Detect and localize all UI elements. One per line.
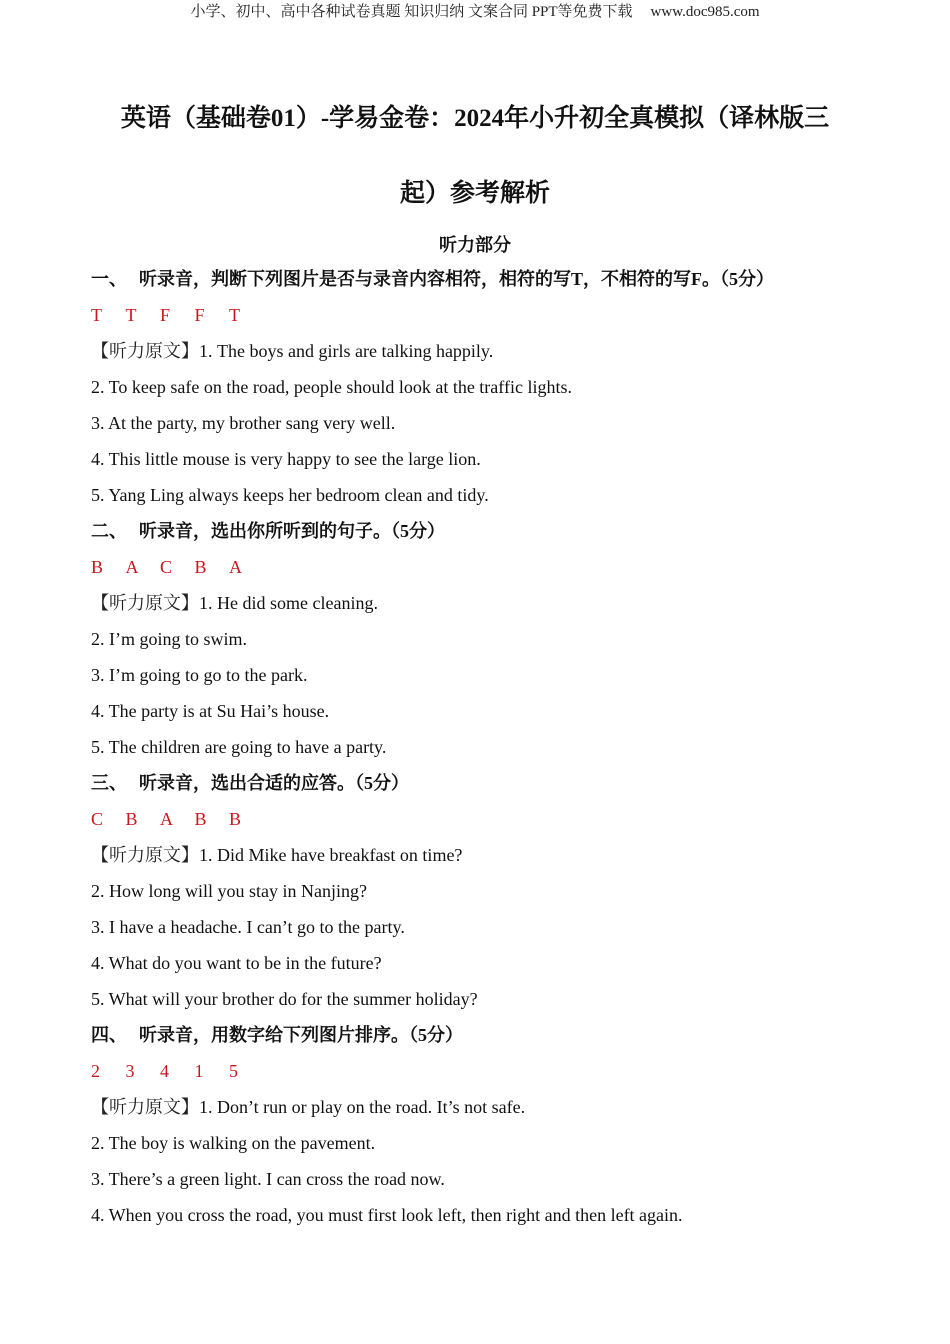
answer-item: 1 xyxy=(194,1061,204,1081)
transcript-line xyxy=(91,1163,891,1199)
transcript-text: 4. This little mouse is very happy to see the large lion. xyxy=(91,449,481,469)
answer-item: F xyxy=(160,305,171,325)
transcript-text: 3. At the party, my brother sang very well. xyxy=(91,413,396,433)
site-url[interactable]: www.doc985.com xyxy=(650,4,760,20)
transcript-label: 【听力原文】 xyxy=(91,593,199,613)
transcript-text: 4. What do you want to be in the future? xyxy=(91,953,382,973)
answer-item: B xyxy=(194,557,207,577)
banner-text: 小学、初中、高中各种试卷真题 知识归纳 文案合同 PPT等免费下载 xyxy=(190,4,633,20)
answer-item: T xyxy=(91,305,102,325)
answer-item: B xyxy=(194,809,207,829)
answer-item: T xyxy=(125,305,137,325)
transcript-line xyxy=(91,479,891,515)
transcript-text: 1. The boys and girls are talking happily. xyxy=(199,341,494,361)
answer-item: 2 xyxy=(91,1061,100,1081)
question-number: 二、 xyxy=(91,521,127,541)
transcript-text: 4. The party is at Su Hai’s house. xyxy=(91,701,330,721)
transcript-text: 3. I have a headache. I can’t go to the party. xyxy=(91,917,405,937)
answer-item: B xyxy=(229,809,242,829)
site-banner xyxy=(0,0,950,26)
answer-item: A xyxy=(229,557,242,577)
question-heading xyxy=(91,263,891,299)
transcript-text: 1. Did Mike have breakfast on time? xyxy=(199,845,463,865)
transcript-text: 2. How long will you stay in Nanjing? xyxy=(91,881,367,901)
transcript-line xyxy=(91,623,891,659)
transcript-line xyxy=(91,587,891,623)
document-title-line-1: 英语（基础卷01）-学易金卷：2024年小升初全真模拟（译林版三 xyxy=(120,105,830,132)
question-instruction: 听录音，选出合适的应答。（5分） xyxy=(139,773,409,793)
transcript-line xyxy=(91,1091,891,1127)
transcript-text: 2. I’m going to swim. xyxy=(91,629,247,649)
transcript-text: 5. The children are going to have a party. xyxy=(91,737,387,757)
transcript-text: 5. What will your brother do for the summer holiday? xyxy=(91,989,478,1009)
question-number: 一、 xyxy=(91,269,127,289)
answer-item: 3 xyxy=(125,1061,135,1081)
question-instruction: 听录音，判断下列图片是否与录音内容相符，相符的写T，不相符的写F。（5分） xyxy=(139,269,774,289)
answer-content xyxy=(91,263,891,1235)
transcript-line xyxy=(91,695,891,731)
transcript-label: 【听力原文】 xyxy=(91,845,199,865)
transcript-line xyxy=(91,659,891,695)
answer-item: T xyxy=(229,305,240,325)
question-heading xyxy=(91,1019,891,1055)
transcript-line xyxy=(91,1127,891,1163)
question-number: 三、 xyxy=(91,773,127,793)
answer-item: 5 xyxy=(229,1061,238,1081)
answer-key xyxy=(91,803,891,839)
transcript-line xyxy=(91,911,891,947)
answer-item: B xyxy=(91,557,104,577)
transcript-text: 2. To keep safe on the road, people should look at the traffic lights. xyxy=(91,377,572,397)
answer-item: B xyxy=(125,809,138,829)
transcript-text: 4. When you cross the road, you must first look left, then right and then left again. xyxy=(91,1205,683,1225)
answer-key xyxy=(91,551,891,587)
transcript-line xyxy=(91,731,891,767)
transcript-text: 3. There’s a green light. I can cross the road now. xyxy=(91,1169,445,1189)
transcript-label: 【听力原文】 xyxy=(91,341,199,361)
transcript-line xyxy=(91,371,891,407)
answer-item: C xyxy=(91,809,104,829)
question-instruction: 听录音，选出你所听到的句子。（5分） xyxy=(139,521,445,541)
answer-key xyxy=(91,299,891,335)
answer-item: A xyxy=(125,557,139,577)
transcript-line xyxy=(91,983,891,1019)
document-title-line-2: 起）参考解析 xyxy=(399,180,550,207)
answer-item: C xyxy=(160,557,173,577)
transcript-line xyxy=(91,875,891,911)
transcript-line xyxy=(91,443,891,479)
transcript-line xyxy=(91,335,891,371)
answer-item: 4 xyxy=(160,1061,169,1081)
transcript-text: 1. Don’t run or play on the road. It’s not safe. xyxy=(199,1097,526,1117)
answer-item: F xyxy=(194,305,205,325)
answer-item: A xyxy=(160,809,173,829)
transcript-line xyxy=(91,947,891,983)
question-instruction: 听录音，用数字给下列图片排序。（5分） xyxy=(139,1025,463,1045)
transcript-line xyxy=(91,407,891,443)
transcript-line xyxy=(91,1199,891,1235)
transcript-line xyxy=(91,839,891,875)
section-heading: 听力部分 xyxy=(439,235,511,255)
transcript-label: 【听力原文】 xyxy=(91,1097,199,1117)
transcript-text: 1. He did some cleaning. xyxy=(199,593,378,613)
question-heading xyxy=(91,515,891,551)
transcript-text: 2. The boy is walking on the pavement. xyxy=(91,1133,376,1153)
transcript-text: 3. I’m going to go to the park. xyxy=(91,665,308,685)
transcript-text: 5. Yang Ling always keeps her bedroom clean and tidy. xyxy=(91,485,489,505)
answer-key xyxy=(91,1055,891,1091)
question-number: 四、 xyxy=(91,1025,127,1045)
question-heading xyxy=(91,767,891,803)
